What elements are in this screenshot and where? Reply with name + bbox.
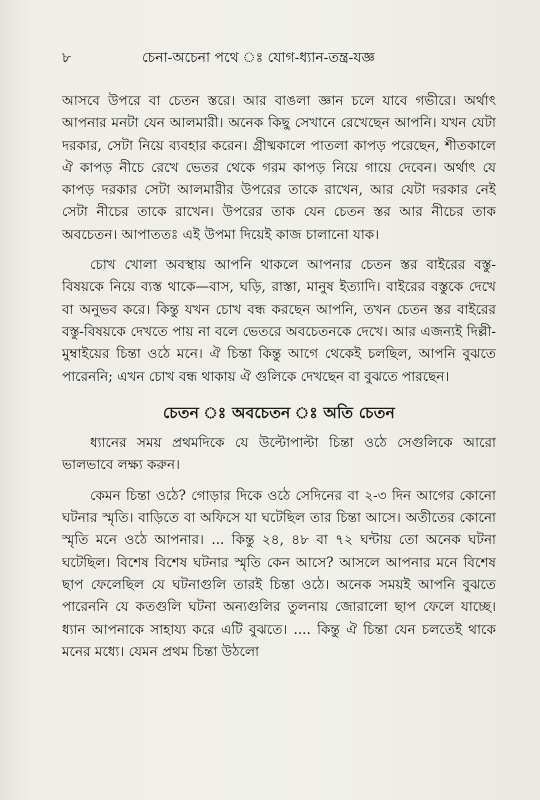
page-number: ৮ [62, 50, 72, 66]
paragraph: কেমন চিন্তা ওঠে? গোড়ার দিকে ওঠে সেদিনের বা ২-৩ দিন আগের কোনো ঘটনার স্মৃতি। বাড়িতে বা অফিসে যা ঘটেছিল তার চিন্তা আসে। অতীতের কোনো স্মৃতি মনে ওঠে আপনার। ... কিন্তু ২৪, ৪৮ বা ৭২ ঘন্টায় তো অনেক ঘটনা ঘটেছিল। বিশেষ বিশেষ ঘটনার স্মৃতি কেন আসে? আসলে আপনার মনে বিশেষ ছাপ ফেলেছিল যে ঘটনাগুলি তারই চিন্তা ওঠে। অনেক সময়ই আপনি বুঝতে পারেননি যে কতগুলি ঘটনা অন্যগুলির তুলনায় জোরালো ছাপ ফেলে যাচ্ছে। ধ্যান আপনাকে সাহায্য করে এটি বুঝতে। .... কিন্তু ঐ চিন্তা যেন চলতেই থাকে মনের মধ্যে। যেমন প্রথম চিন্তা উঠলো [62, 487, 496, 660]
paragraph: ধ্যানের সময় প্রথমদিকে যে উল্টোপাল্টা চিন্তা ওঠে সেগুলিকে আরো ভালভাবে লক্ষ্য করুন। [62, 435, 496, 474]
paragraph: চোখ খোলা অবস্থায় আপনি থাকলে আপনার চেতন স্তর বাইরের বস্তু-বিষয়কে নিয়ে ব্যস্ত থাকে—বাস, ঘড়ি, রাস্তা, মানুষ ইত্যাদি। বাইরের বস্তুকে দেখে বা অনুভব করে। কিন্তু যখন চোখ বন্ধ করছেন আপনি, তখন চেতন স্তর বাইরের বস্তু-বিষয়কে দেখতে পায় না বলে ভেতরে অবচেতনকে দেখে। আর এজন্যই দিল্লী-মুম্বাইয়ের চিন্তা ওঠে মনে। ঐ চিন্তা কিন্তু আগে থেকেই চলছিল, আপনি বুঝতে পারেননি; এখন চোখ বন্ধ থাকায় ঐ গুলিকে দেখছেন বা বুঝতে পারছেন। [62, 257, 496, 385]
body-text [62, 90, 496, 671]
section-heading: চেতন ঃ অবচেতন ঃ অতি চেতন [162, 402, 395, 422]
running-head [62, 44, 496, 68]
paragraph: আসবে উপরে বা চেতন স্তরে। আর বাঙলা জ্ঞান চলে যাবে গভীরে। অর্থাৎ আপনার মনটা যেন আলমারী। অনেক কিছু সেখানে রেখেছেন আপনি। যখন যেটা দরকার, সেটা নিয়ে ব্যবহার করেন। গ্রীষ্মকালে পাতলা কাপড় পরেছেন, শীতকালে ঐ কাপড় নীচে রেখে ভেতর থেকে গরম কাপড় নিয়ে গায়ে দেবেন। অর্থাৎ যে কাপড় দরকার সেটা আলমারীর উপরের তাকে রাখেন, আর যেটা দরকার নেই সেটা নীচের তাকে রাখেন। উপরের তাক যেন চেতন স্তর আর নীচের তাক অবচেতন। আপাততঃ এই উপমা দিয়েই কাজ চালানো যাক। [62, 93, 496, 243]
running-title: চেনা-অচেনা পথে ঃ যোগ-ধ্যান-তন্ত্র-যজ্ঞ [142, 50, 375, 66]
